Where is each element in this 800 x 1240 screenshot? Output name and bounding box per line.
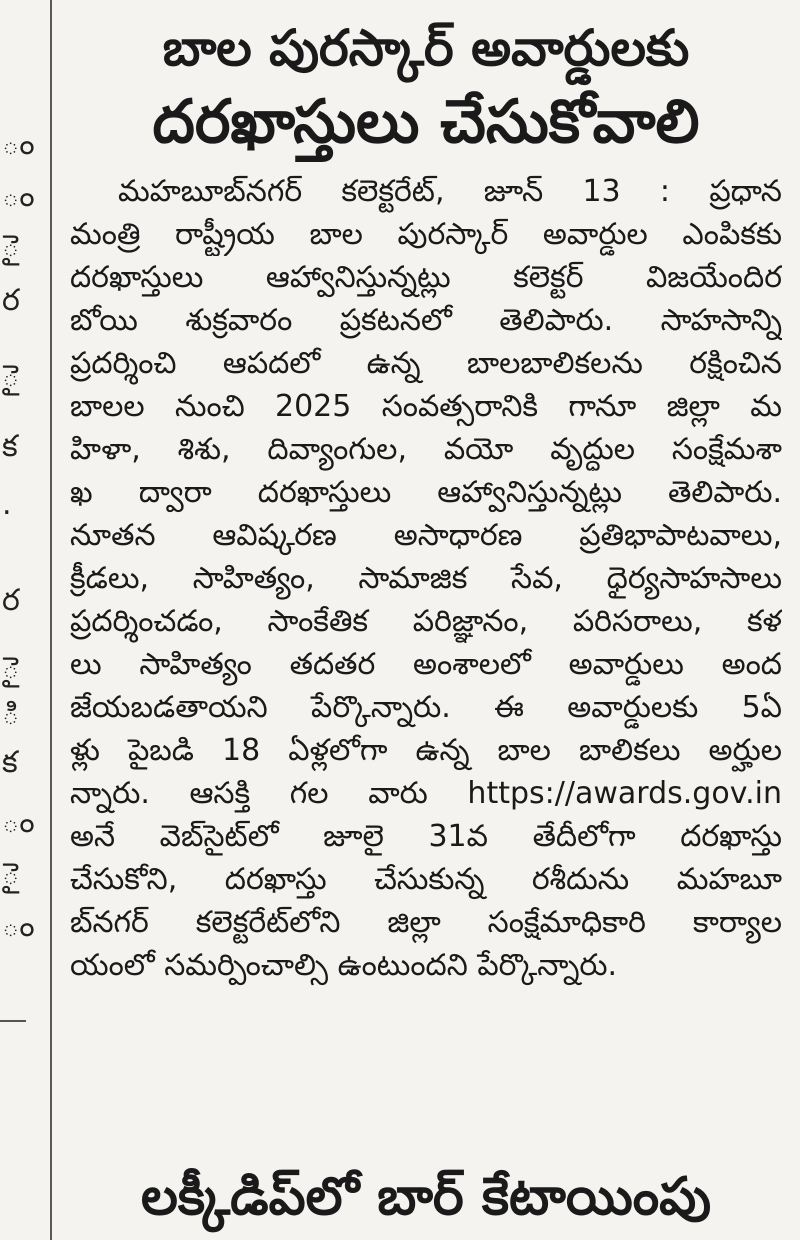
article-subheadline: దరఖాస్తులు చేసుకోవాలి: [152, 87, 700, 157]
body-line: లు సాహిత్యం తదతర అంశాలలో అవార్డులు అంద: [70, 647, 782, 682]
body-line: హిళా, శిశు, దివ్యాంగుల, వయో వృద్ధుల సంక్షేమశా: [70, 432, 782, 467]
gutter-char: ర: [2, 583, 20, 618]
gutter-char: ై: [2, 229, 20, 264]
body-line: ఖ ద్వారా దరఖాస్తులు ఆహ్వానిస్తున్నట్లు తెలిపారు.: [70, 475, 782, 510]
gutter-char: ం: [2, 127, 35, 162]
gutter-char: ం: [2, 179, 35, 214]
body-line: ప్రదర్శించి ఆపదలో ఉన్న బాలబాలికలను రక్షించిన: [70, 346, 782, 381]
body-line: న్నారు. ఆసక్తి గల వారు https://awards.gov.in: [70, 776, 782, 811]
article-body: [70, 170, 782, 987]
news-article: [70, 0, 782, 1240]
body-line: మంత్రి రాష్ట్రీయ బాల పురస్కార్ అవార్డుల ఎంపికకు: [70, 217, 782, 252]
body-line: బ్‌నగర్ కలెక్టరేట్‌లోని జిల్లా సంక్షేమాధికారి కార్యాల: [70, 905, 782, 940]
gutter-char: క: [2, 429, 18, 464]
next-article-headline: లక్కీడిప్‌లో బార్ కేటాయింపు: [141, 1167, 711, 1227]
gutter-char: ం: [2, 805, 35, 840]
body-line: అనే వెబ్‌సైట్‌లో జూలై 31వ తేదీలోగా దరఖాస్తు: [70, 819, 782, 854]
gutter-char: ై: [2, 857, 20, 892]
body-line: నూతన ఆవిష్కరణ అసాధారణ ప్రతిభాపాటవాలు,: [70, 518, 782, 553]
body-line: క్రీడలు, సాహిత్యం, సామాజిక సేవ, ధైర్యసాహసాలు: [70, 561, 782, 596]
article-headline: బాల పురస్కార్ అవార్డులకు: [162, 19, 690, 77]
body-line: చేసుకోని, దరఖాస్తు చేసుకున్న రశీదును మహబూ: [70, 862, 782, 897]
body-line: బాలల నుంచి 2025 సంవత్సరానికి గానూ జిల్లా మ: [70, 389, 782, 424]
gutter-divider: [0, 1020, 26, 1022]
gutter-char: ర: [2, 283, 20, 318]
gutter-char: ై: [2, 651, 20, 686]
gutter-char: ం: [2, 909, 35, 944]
body-line: ప్రదర్శించడం, సాంకేతిక పరిజ్ఞానం, పరిసరాలు, కళ: [70, 604, 782, 639]
gutter-char: క: [2, 745, 18, 780]
adjacent-column-fragment: [0, 0, 48, 1240]
body-line: జేయబడతాయని పేర్కొన్నారు. ఈ అవార్డులకు 5ఏ: [70, 690, 782, 725]
gutter-char: .: [2, 487, 12, 522]
column-rule: [50, 0, 52, 1240]
gutter-char: ై: [2, 359, 20, 394]
body-line: బోయి శుక్రవారం ప్రకటనలో తెలిపారు. సాహసాన్ని: [70, 303, 782, 338]
body-line: దరఖాస్తులు ఆహ్వానిస్తున్నట్లు కలెక్టర్ విజయేందిర: [70, 260, 782, 295]
body-line: మహబూబ్‌నగర్ కలెక్టరేట్, జూన్ 13 : ప్రధాన: [118, 174, 782, 209]
gutter-char: ి: [2, 697, 20, 732]
body-line: ళ్లు పైబడి 18 ఏళ్లలోగా ఉన్న బాల బాలికలు అర్హుల: [70, 733, 782, 768]
body-line: యంలో సమర్పించాల్సి ఉంటుందని పేర్కొన్నారు.: [70, 948, 618, 983]
